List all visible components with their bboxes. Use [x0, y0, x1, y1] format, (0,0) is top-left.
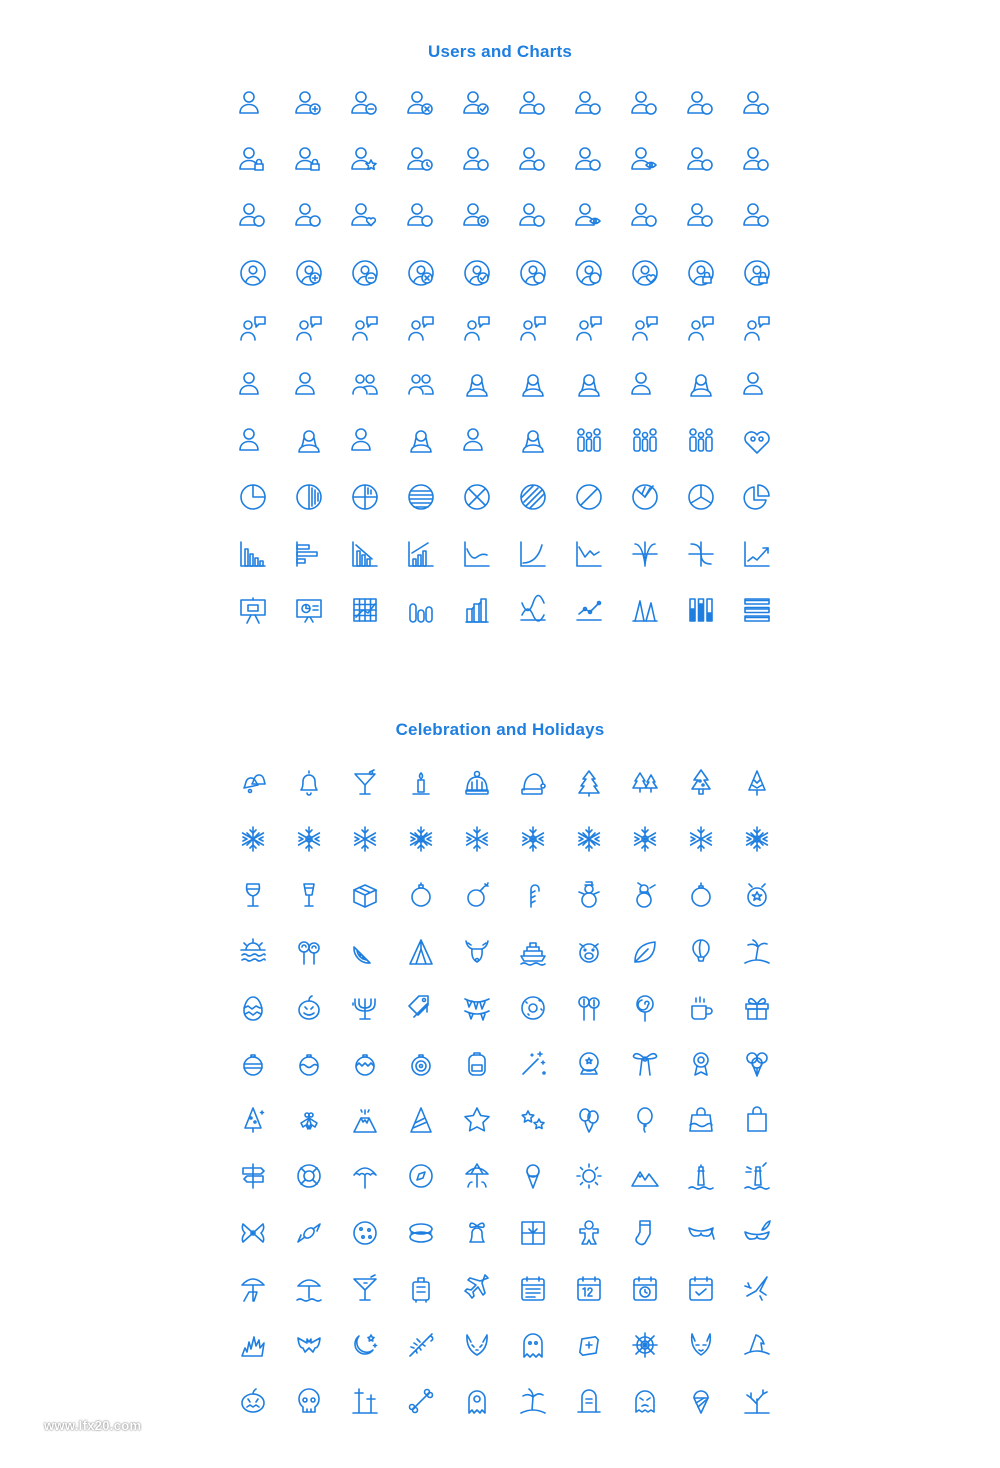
calendar-clock-icon — [630, 1274, 660, 1304]
3d-bar-chart-icon — [462, 595, 492, 625]
black-cat-icon — [686, 1330, 716, 1360]
calendar-12-icon — [574, 1274, 604, 1304]
user-circle-delete-icon — [406, 258, 436, 288]
parasol-icon — [462, 1161, 492, 1191]
user-eye-icon — [574, 201, 604, 231]
section-title-celebration-holidays: Celebration and Holidays — [395, 720, 605, 739]
tent-icon — [406, 937, 436, 967]
feather-mask-icon — [742, 1218, 772, 1248]
spiky-bush-icon — [238, 1330, 268, 1360]
cross-curve-chart-icon — [686, 539, 716, 569]
male-profile-icon — [630, 370, 660, 400]
user-chat-question-icon — [406, 314, 436, 344]
bar-trend-up-icon — [406, 539, 436, 569]
pie-hatched-chart-icon — [518, 482, 548, 512]
section-title-users-charts: Users and Charts — [428, 42, 572, 61]
shopping-bag-icon — [686, 1105, 716, 1135]
female-profile-icon — [574, 370, 604, 400]
lollipop-pair-icon — [574, 993, 604, 1023]
christmas-tree-icon — [686, 768, 716, 798]
candle-icon — [406, 768, 436, 798]
user-heart-icon — [350, 201, 380, 231]
pine-tree-icon — [574, 768, 604, 798]
candy-icon — [294, 1218, 324, 1248]
snowflake-pattern-icon — [686, 824, 716, 854]
user-circle-check-icon — [462, 258, 492, 288]
curly-hair-icon — [350, 426, 380, 456]
ornament-zigzag-icon — [350, 1049, 380, 1079]
snowflake-dense-icon — [518, 824, 548, 854]
price-tags-icon — [406, 993, 436, 1023]
ornament-spiral-icon — [406, 1049, 436, 1079]
gift-bag-icon — [742, 1105, 772, 1135]
snowman-icon — [574, 880, 604, 910]
line-trend-up-icon — [742, 539, 772, 569]
snowflake-lace-icon — [574, 824, 604, 854]
wine-glass-icon — [238, 880, 268, 910]
garland-icon — [462, 993, 492, 1023]
fish-bone-icon — [406, 1330, 436, 1360]
user-phone-icon — [686, 145, 716, 175]
vertical-progress-chart-icon — [686, 595, 716, 625]
ribbon-icon — [630, 1049, 660, 1079]
lollipops-icon — [294, 937, 324, 967]
family-icon — [574, 426, 604, 456]
ship-icon — [518, 937, 548, 967]
female-side-icon — [686, 370, 716, 400]
woman-bun-icon — [518, 426, 548, 456]
pie-segment-chart-icon — [630, 482, 660, 512]
balloon-bunch-icon — [742, 1049, 772, 1079]
decorated-tree-icon — [238, 1105, 268, 1135]
cookie-icon — [350, 1218, 380, 1248]
airplane-icon — [462, 1274, 492, 1304]
line-chart-icon — [462, 539, 492, 569]
stacked-list-chart-icon — [742, 595, 772, 625]
businessman-icon — [742, 370, 772, 400]
macaron-icon — [406, 1218, 436, 1248]
suitcase-icon — [406, 1274, 436, 1304]
user-bookmark-icon — [238, 201, 268, 231]
user-calendar-icon — [518, 145, 548, 175]
pie-detached-chart-icon — [742, 482, 772, 512]
group-icon — [406, 370, 436, 400]
snowflake-crystal-icon — [350, 824, 380, 854]
user-wifi-icon — [742, 145, 772, 175]
wave-chart-icon — [518, 595, 548, 625]
user-delete-icon — [406, 89, 436, 119]
winter-hat-icon — [462, 768, 492, 798]
boy-icon — [294, 370, 324, 400]
lighthouse-light-icon — [742, 1161, 772, 1191]
snowflake-star-icon — [462, 824, 492, 854]
desert-island-icon — [518, 1386, 548, 1416]
mountains-icon — [630, 1161, 660, 1191]
presentation-board-icon — [238, 595, 268, 625]
lifebuoy-icon — [294, 1161, 324, 1191]
user-sync-icon — [294, 201, 324, 231]
balloon-icon — [630, 1105, 660, 1135]
bone-icon — [406, 1386, 436, 1416]
watermelon-icon — [350, 937, 380, 967]
candy-cane-icon — [518, 880, 548, 910]
snowflake-sharp-icon — [742, 824, 772, 854]
user-chat-icon — [238, 314, 268, 344]
user-chat-help-icon — [686, 314, 716, 344]
dot-line-chart-icon — [574, 595, 604, 625]
bell-bow-icon — [462, 1218, 492, 1248]
holly-icon — [294, 1105, 324, 1135]
user-clock-icon — [406, 145, 436, 175]
peak-chart-icon — [630, 595, 660, 625]
user-upload-icon — [742, 201, 772, 231]
calendar-check-icon — [686, 1274, 716, 1304]
watermark-text: www.lfx20.com — [44, 1418, 142, 1433]
ghost-icon — [518, 1330, 548, 1360]
woman-long-hair-icon — [294, 426, 324, 456]
love-couple-icon — [742, 426, 772, 456]
user-star-icon — [350, 145, 380, 175]
couple-icon — [630, 426, 660, 456]
user-circle-sync-icon — [574, 258, 604, 288]
carnival-mask-icon — [686, 1218, 716, 1248]
user-add-icon — [294, 89, 324, 119]
calendar-notes-icon — [518, 1274, 548, 1304]
coffin-icon — [574, 1330, 604, 1360]
party-hat-icon — [406, 1105, 436, 1135]
stars-icon — [518, 1105, 548, 1135]
pie-cross-chart-icon — [462, 482, 492, 512]
user-move-icon — [630, 201, 660, 231]
user-mail-icon — [574, 145, 604, 175]
user-hourglass-icon — [742, 89, 772, 119]
curve-up-chart-icon — [518, 539, 548, 569]
spider-web-icon — [630, 1330, 660, 1360]
user-chat-info-icon — [350, 314, 380, 344]
beer-glass-icon — [294, 880, 324, 910]
graveyard-cross-icon — [350, 1386, 380, 1416]
two-users-icon — [350, 370, 380, 400]
user-circle-heart-icon — [630, 258, 660, 288]
bar-chart-icon — [238, 539, 268, 569]
snowflake-ornate-icon — [294, 824, 324, 854]
cocktail-icon — [350, 768, 380, 798]
sun-icon — [574, 1161, 604, 1191]
cylinder-chart-icon — [406, 595, 436, 625]
pie-chart-icon — [238, 482, 268, 512]
bat-icon — [294, 1330, 324, 1360]
palm-island-icon — [742, 937, 772, 967]
snow-globe-icon — [574, 1049, 604, 1079]
skull-icon — [294, 1386, 324, 1416]
santa-hat-icon — [518, 768, 548, 798]
user-circle-lock-icon — [686, 258, 716, 288]
signpost-icon — [238, 1161, 268, 1191]
fir-tree-icon — [742, 768, 772, 798]
volcano-icon — [350, 1105, 380, 1135]
user-chat-dots-icon — [574, 314, 604, 344]
bell-curve-chart-icon — [630, 539, 660, 569]
moon-stars-icon — [350, 1330, 380, 1360]
pie-quarter-chart-icon — [350, 482, 380, 512]
snowflake-icon — [238, 824, 268, 854]
reindeer-icon — [462, 937, 492, 967]
user-chat-quote-icon — [742, 314, 772, 344]
user-remove-icon — [350, 89, 380, 119]
ornament-ball-icon — [406, 880, 436, 910]
star-ornament-icon — [742, 880, 772, 910]
bomb-icon — [462, 880, 492, 910]
snowflake-block-icon — [630, 824, 660, 854]
ornament-wave-icon — [294, 1049, 324, 1079]
team-icon — [686, 426, 716, 456]
user-circle-bookmark-icon — [518, 258, 548, 288]
user-edit-icon — [518, 89, 548, 119]
donut-icon — [518, 993, 548, 1023]
pie-half-chart-icon — [294, 482, 324, 512]
pine-trees-icon — [630, 768, 660, 798]
bow-icon — [238, 1218, 268, 1248]
horizontal-bar-chart-icon — [294, 539, 324, 569]
compass-icon — [406, 1161, 436, 1191]
presentation-pie-icon — [294, 595, 324, 625]
bauble-icon — [686, 880, 716, 910]
dead-tree-icon — [742, 1386, 772, 1416]
pumpkin-face-icon — [294, 993, 324, 1023]
gingerbread-icon — [574, 1218, 604, 1248]
martini-icon — [350, 1274, 380, 1304]
sea-umbrella-icon — [294, 1274, 324, 1304]
leaf-icon — [630, 937, 660, 967]
pig-icon — [574, 937, 604, 967]
cat-face-icon — [462, 1330, 492, 1360]
man-icon — [238, 370, 268, 400]
beach-umbrella-icon — [350, 1161, 380, 1191]
medal-icon — [686, 1049, 716, 1079]
user-download-icon — [686, 201, 716, 231]
bell-icon — [294, 768, 324, 798]
user-chat-round-icon — [518, 314, 548, 344]
lighthouse-icon — [686, 1161, 716, 1191]
user-lock-icon — [238, 145, 268, 175]
boy-hair-icon — [406, 426, 436, 456]
user-search-icon — [574, 89, 604, 119]
user-unlock-icon — [294, 145, 324, 175]
user-block-icon — [630, 89, 660, 119]
girl-pigtails-icon — [462, 426, 492, 456]
backpack-icon — [462, 1049, 492, 1079]
snowflake-simple-icon — [406, 824, 436, 854]
user-refresh-icon — [686, 89, 716, 119]
swirl-lollipop-icon — [630, 993, 660, 1023]
hot-air-balloon-icon — [686, 937, 716, 967]
ornament-striped-icon — [238, 1049, 268, 1079]
evil-ghost-icon — [630, 1386, 660, 1416]
present-icon — [742, 993, 772, 1023]
bells-icon — [238, 768, 268, 798]
user-circle-add-icon — [294, 258, 324, 288]
user-icon — [238, 89, 268, 119]
grid-chart-icon — [350, 595, 380, 625]
menorah-icon — [350, 993, 380, 1023]
user-chat-text-icon — [294, 314, 324, 344]
ice-cream-icon — [518, 1161, 548, 1191]
zigzag-chart-icon — [574, 539, 604, 569]
stocking-icon — [630, 1218, 660, 1248]
user-cloud-icon — [406, 201, 436, 231]
tombstone-icon — [574, 1386, 604, 1416]
user-circle-remove-icon — [350, 258, 380, 288]
pie-lined-chart-icon — [406, 482, 436, 512]
user-chat-bubble-icon — [462, 314, 492, 344]
snowman-scarf-icon — [630, 880, 660, 910]
gift-box-icon — [350, 880, 380, 910]
user-circle-unlock-icon — [742, 258, 772, 288]
sunset-sea-icon — [238, 937, 268, 967]
monster-icon — [462, 1386, 492, 1416]
hot-cup-icon — [686, 993, 716, 1023]
user-shield-icon — [462, 145, 492, 175]
female-user-icon — [518, 370, 548, 400]
user-circle-icon — [238, 258, 268, 288]
user-chat-alert-icon — [630, 314, 660, 344]
star-icon — [462, 1105, 492, 1135]
user-info-icon — [518, 201, 548, 231]
pie-three-chart-icon — [686, 482, 716, 512]
beach-chair-icon — [238, 1274, 268, 1304]
ice-cream-cone-icon — [686, 1386, 716, 1416]
bar-trend-down-icon — [350, 539, 380, 569]
user-check-icon — [462, 89, 492, 119]
jack-o-lantern-icon — [238, 1386, 268, 1416]
easter-egg-icon — [238, 993, 268, 1023]
user-settings-icon — [462, 201, 492, 231]
magic-wand-icon — [518, 1049, 548, 1079]
woman-icon — [462, 370, 492, 400]
man-short-hair-icon — [238, 426, 268, 456]
pie-split-chart-icon — [574, 482, 604, 512]
witch-icon — [742, 1274, 772, 1304]
balloons-icon — [574, 1105, 604, 1135]
user-view-icon — [630, 145, 660, 175]
witch-hat-icon — [742, 1330, 772, 1360]
gift-wrap-icon — [518, 1218, 548, 1248]
